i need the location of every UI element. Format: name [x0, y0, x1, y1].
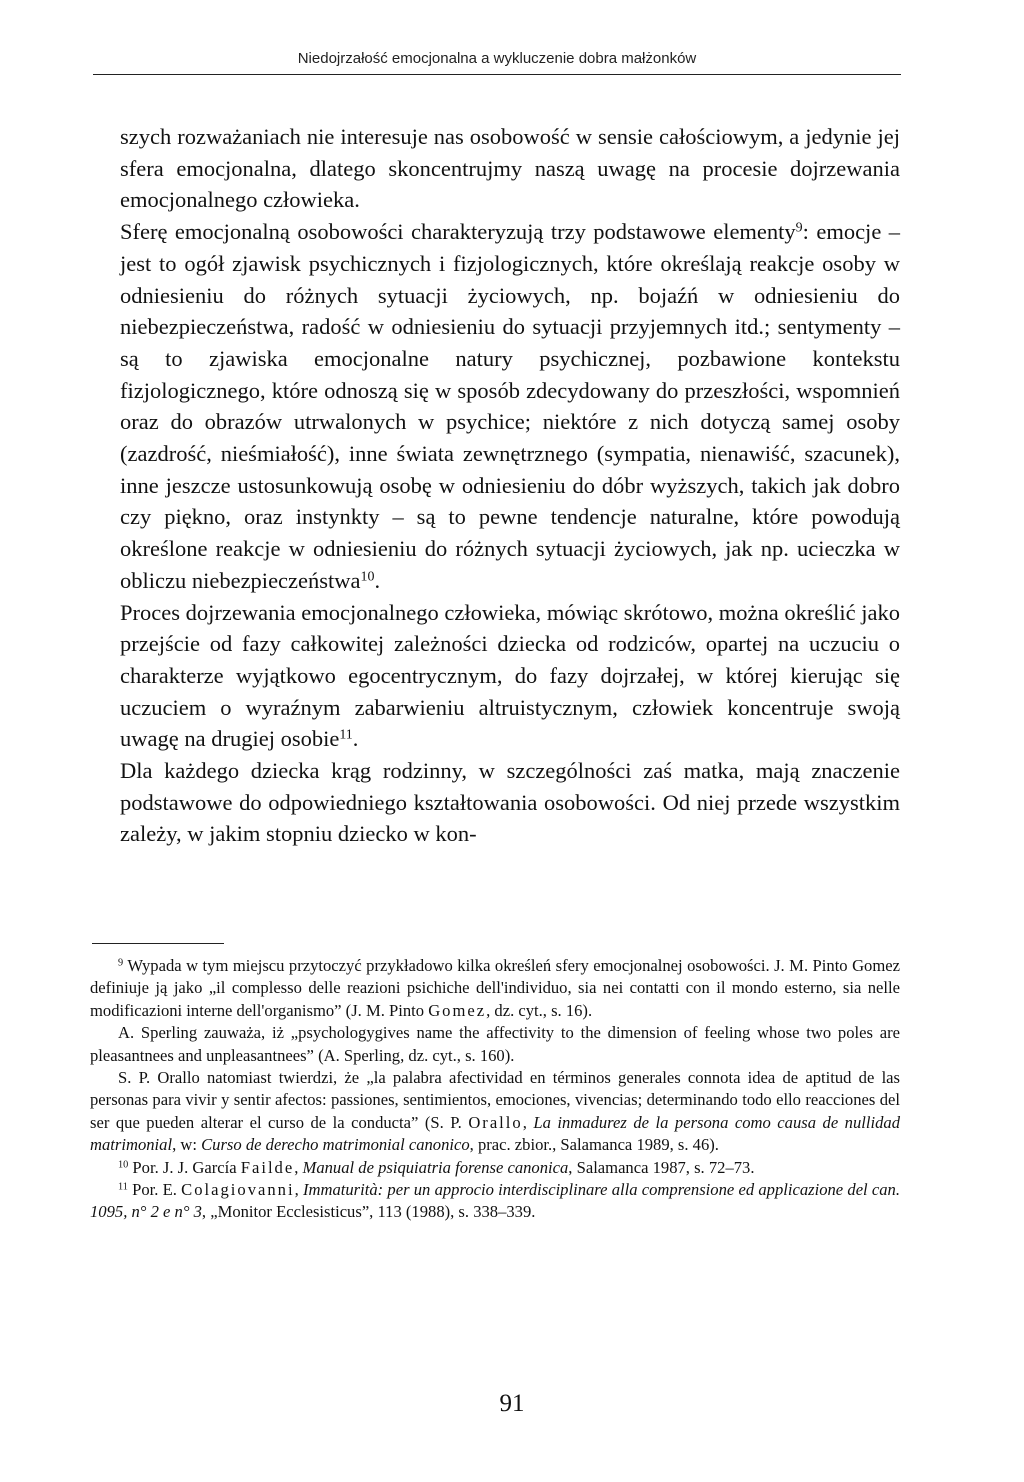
running-header: Niedojrzałość emocjonalna a wykluczenie dobra małżonków: [297, 50, 697, 67]
footnote-9: $^9$ Wypada w tym miejscu przytoczyć przykładowo kilka określeń sfery emocjonalnej osobowości. J. M. Pinto Gomez definiuje ją jako „il complesso delle reazioni psichiche dell'individuo, sia nei contatti con il mondo esterno, sia nelle modificazioni interne dell'organismo” (J. M. Pinto Gomez, dz. cyt., s. 16).: [90, 956, 900, 1020]
footnote-9-orallo: S. P. Orallo natomiast twierdzi, że „la palabra afectividad en términos generales connota idea de aptitud de las personas para vivir y sentir afectos: passiones, sentimientos, emociones, vivencias; determinando todo ello reacciones del ser que pueden alterar el curso de la conducta” (S. P. Orallo, La inmadurez de la persona como causa de nullidad matrimonial, w: Curso de derecho matrimonial canonico, prac. zbior., Salamanca 1989, s. 46).: [90, 1068, 900, 1155]
footnote-ref-9[interactable]: 9: [795, 220, 803, 236]
footnote-11: $^{11}$ Por. E. Colagiovanni, Immaturità: per un approcio interdisciplinare alla comprensione ed applicazione del can. 1095, n° 2 e n° 3, „Monitor Ecclesisticus”, 113 (1988), s. 338–339.: [90, 1180, 901, 1222]
body-text: [120, 121, 900, 850]
paragraph-1: szych rozważaniach nie interesuje nas osobowość w sensie całościowym, a jedynie jej sfera emocjonalna, dlatego skoncentrujmy naszą uwagę na procesie dojrzewania emocjonalnego człowieka.: [120, 124, 900, 213]
footnote-separator: [92, 943, 224, 944]
footnote-9-sperling: A. Sperling zauważa, iż „psychologygives name the affectivity to the dimension of feeling whose two poles are pleasantnees and unpleasantnees” (A. Sperling, dz. cyt., s. 160).: [90, 1023, 900, 1065]
paragraph-2: Sferę emocjonalną osobowości charakteryzują trzy podstawowe elementy$^9$: emocje – jest to ogół zjawisk psychicznych i fizjologicznych, które określają reakcje osoby w odniesieniu do różnych sytuacji życiowych, np. bojaźń w odniesieniu do niebezpieczeństwa, radość w odniesieniu do sytuacji przyjemnych itd.; sentymenty – są to zjawiska emocjonalne natury psychicznej, pozbawione kontekstu fizjologicznego, które odnoszą się w sposób zdecydowany do przeszłości, wspomnień oraz do obrazów utrwalonych w psychice; niektóre z nich dotyczą samej osoby (zazdrość, nieśmiałość), inne świata zewnętrznego (sympatia, nienawiść, szacunek), inne jeszcze ustosunkowują osobę w odniesieniu do dóbr wyższych, takich jak dobro czy piękno, oraz instynkty – są to pewne tendencje naturalne, które powodują określone reakcje w odniesieniu do różnych sytuacji życiowych, jak np. ucieczka w obliczu niebezpieczeństwa$^{10}$.: [120, 219, 900, 593]
footnote-ref-11[interactable]: 11: [339, 727, 353, 743]
footnote-10: $^{10}$ Por. J. J. García Failde, Manual de psiquiatria forense canonica, Salamanca 1987, s. 72–73.: [118, 1157, 755, 1177]
footnote-ref-10[interactable]: 10: [360, 569, 375, 585]
paragraph-4: Dla każdego dziecka krąg rodzinny, w szczególności zaś matka, mają znaczenie podstawowe do odpowiedniego kształtowania osobowości. Od niej przede wszystkim zależy, w jakim stopniu dziecko w kon-: [120, 758, 900, 847]
page-number: 91: [499, 1390, 525, 1417]
paragraph-3: Proces dojrzewania emocjonalnego człowieka, mówiąc skrótowo, można określić jako przejście od fazy całkowitej zależności dziecka od rodziców, opartej na uczuciu o charakterze wyjątkowo egocentrycznym, do fazy dojrzałej, w której kierując się uczuciem o wyraźnym zabarwieniu altruistycznym, człowiek koncentruje swoją uwagę na drugiej osobie$^{11}$.: [120, 599, 900, 752]
header-rule: [93, 74, 901, 75]
footnotes: [90, 955, 900, 1224]
